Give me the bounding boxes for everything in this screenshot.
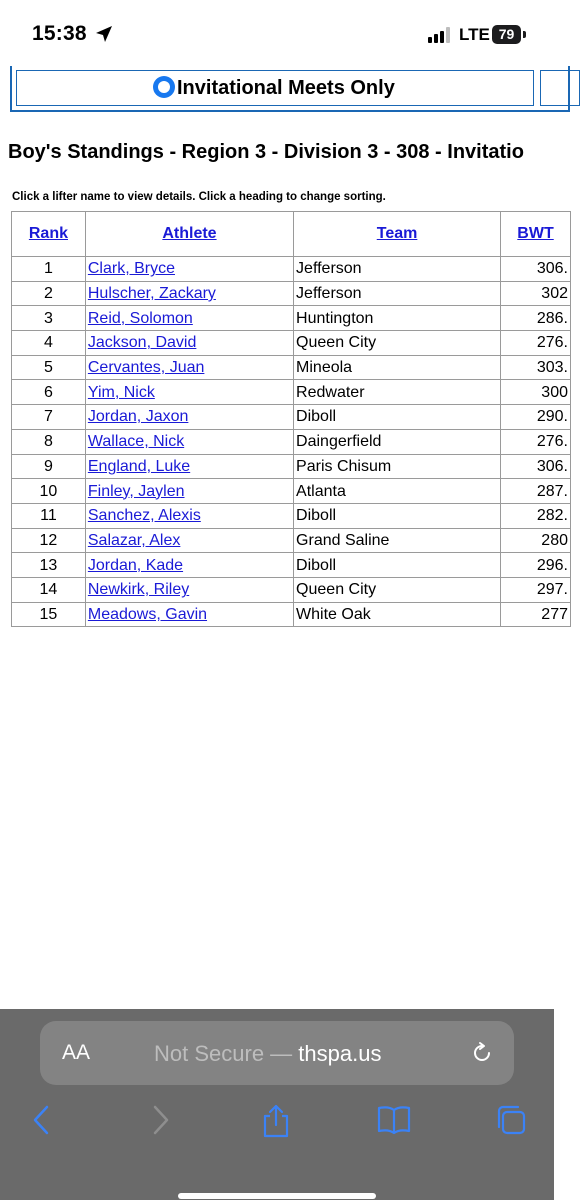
team-cell: Jefferson	[294, 281, 501, 306]
team-cell: Diboll	[294, 553, 501, 578]
bwt-cell: 300	[501, 380, 571, 405]
athlete-link[interactable]: Cervantes, Juan	[87, 359, 205, 377]
domain-label: thspa.us	[298, 1041, 382, 1066]
reload-icon[interactable]	[470, 1041, 494, 1065]
athlete-link[interactable]: Jordan, Jaxon	[87, 408, 189, 426]
athlete-link[interactable]: Meadows, Gavin	[87, 605, 208, 623]
table-row	[12, 355, 571, 380]
sort-bwt-link[interactable]: BWT	[517, 225, 554, 242]
instructions-text: Click a lifter name to view details. Click a heading to change sorting.	[12, 191, 386, 203]
web-page	[0, 66, 568, 1009]
athlete-cell	[85, 331, 293, 356]
table-row	[12, 380, 571, 405]
bwt-cell: 290.	[501, 405, 571, 430]
athlete-cell	[85, 306, 293, 331]
bwt-cell: 306.	[501, 257, 571, 282]
team-cell: Daingerfield	[294, 429, 501, 454]
rank-cell: 3	[12, 306, 86, 331]
table-row	[12, 602, 571, 627]
athlete-cell	[85, 380, 293, 405]
bwt-cell: 276.	[501, 331, 571, 356]
rank-cell: 10	[12, 479, 86, 504]
athlete-cell	[85, 503, 293, 528]
browser-toolbar	[0, 1009, 554, 1200]
filter-cell-secondary	[540, 70, 580, 106]
table-row	[12, 454, 571, 479]
rank-cell: 12	[12, 528, 86, 553]
bwt-cell: 287.	[501, 479, 571, 504]
bwt-cell: 282.	[501, 503, 571, 528]
rank-cell: 7	[12, 405, 86, 430]
table-row	[12, 281, 571, 306]
sort-team-link[interactable]: Team	[376, 225, 418, 242]
table-row	[12, 331, 571, 356]
team-cell: Queen City	[294, 577, 501, 602]
page-title: Boy's Standings - Region 3 - Division 3 - 308 - Invitatio	[8, 141, 524, 163]
bwt-cell: 303.	[501, 355, 571, 380]
athlete-link[interactable]: Yim, Nick	[87, 383, 155, 401]
athlete-cell	[85, 479, 293, 504]
address-bar[interactable]	[40, 1021, 514, 1085]
battery-level: 79	[498, 26, 515, 42]
table-row	[12, 528, 571, 553]
back-icon[interactable]	[30, 1103, 52, 1137]
rank-cell: 15	[12, 602, 86, 627]
home-indicator	[178, 1193, 376, 1199]
team-cell: Atlanta	[294, 479, 501, 504]
team-cell: Queen City	[294, 331, 501, 356]
radio-selected-icon[interactable]	[153, 76, 175, 98]
athlete-cell	[85, 355, 293, 380]
header-team[interactable]	[294, 212, 501, 257]
athlete-cell	[85, 281, 293, 306]
athlete-link[interactable]: Jackson, David	[87, 334, 197, 352]
filter-cell[interactable]	[16, 70, 534, 106]
battery-icon	[492, 25, 521, 44]
athlete-link[interactable]: Clark, Bryce	[87, 260, 175, 278]
rank-cell: 2	[12, 281, 86, 306]
team-cell: Diboll	[294, 405, 501, 430]
athlete-link[interactable]: Finley, Jaylen	[87, 482, 185, 500]
table-row	[12, 306, 571, 331]
athlete-cell	[85, 257, 293, 282]
header-rank[interactable]	[12, 212, 86, 257]
standings-table	[11, 211, 571, 627]
header-athlete[interactable]	[85, 212, 293, 257]
rank-cell: 1	[12, 257, 86, 282]
team-cell: Huntington	[294, 306, 501, 331]
athlete-link[interactable]: Wallace, Nick	[87, 433, 185, 451]
url-text[interactable]	[154, 1041, 381, 1067]
table-row	[12, 553, 571, 578]
signal-icon	[428, 27, 452, 43]
bwt-cell: 286.	[501, 306, 571, 331]
team-cell: White Oak	[294, 602, 501, 627]
bwt-cell: 296.	[501, 553, 571, 578]
table-row	[12, 577, 571, 602]
athlete-cell	[85, 577, 293, 602]
bookmarks-icon[interactable]	[376, 1103, 412, 1135]
table-row	[12, 405, 571, 430]
athlete-link[interactable]: Reid, Solomon	[87, 309, 193, 327]
athlete-link[interactable]: Sanchez, Alexis	[87, 507, 201, 525]
athlete-link[interactable]: Newkirk, Riley	[87, 581, 190, 599]
rank-cell: 14	[12, 577, 86, 602]
filter-table	[10, 66, 570, 112]
header-bwt[interactable]	[501, 212, 571, 257]
share-icon[interactable]	[260, 1103, 292, 1139]
tabs-icon[interactable]	[494, 1103, 528, 1137]
table-row	[12, 479, 571, 504]
rank-cell: 13	[12, 553, 86, 578]
status-time: 15:38	[32, 22, 87, 45]
team-cell: Redwater	[294, 380, 501, 405]
table-row	[12, 257, 571, 282]
athlete-cell	[85, 405, 293, 430]
network-type: LTE	[459, 25, 490, 44]
athlete-cell	[85, 528, 293, 553]
status-bar	[0, 0, 554, 66]
athlete-link[interactable]: England, Luke	[87, 457, 191, 475]
athlete-cell	[85, 454, 293, 479]
table-row	[12, 503, 571, 528]
rank-cell: 5	[12, 355, 86, 380]
athlete-cell	[85, 429, 293, 454]
sort-athlete-link[interactable]: Athlete	[162, 225, 217, 242]
sort-rank-link[interactable]: Rank	[28, 225, 68, 242]
filter-label[interactable]: Invitational Meets Only	[177, 77, 395, 99]
bwt-cell: 297.	[501, 577, 571, 602]
text-size-button[interactable]: AA	[62, 1041, 91, 1064]
team-cell: Diboll	[294, 503, 501, 528]
rank-cell: 6	[12, 380, 86, 405]
bwt-cell: 306.	[501, 454, 571, 479]
rank-cell: 9	[12, 454, 86, 479]
forward-icon[interactable]	[150, 1103, 172, 1137]
bwt-cell: 276.	[501, 429, 571, 454]
bwt-cell: 280	[501, 528, 571, 553]
athlete-link[interactable]: Salazar, Alex	[87, 531, 181, 549]
rank-cell: 4	[12, 331, 86, 356]
bwt-cell: 302	[501, 281, 571, 306]
location-arrow-icon	[94, 24, 114, 44]
security-label: Not Secure —	[154, 1041, 299, 1066]
battery-tip	[523, 31, 526, 38]
athlete-link[interactable]: Hulscher, Zackary	[87, 285, 216, 303]
athlete-cell	[85, 553, 293, 578]
team-cell: Mineola	[294, 355, 501, 380]
rank-cell: 8	[12, 429, 86, 454]
team-cell: Jefferson	[294, 257, 501, 282]
team-cell: Grand Saline	[294, 528, 501, 553]
team-cell: Paris Chisum	[294, 454, 501, 479]
athlete-link[interactable]: Jordan, Kade	[87, 556, 184, 574]
rank-cell: 11	[12, 503, 86, 528]
bwt-cell: 277	[501, 602, 571, 627]
table-row	[12, 429, 571, 454]
athlete-cell	[85, 602, 293, 627]
table-header-row	[12, 212, 571, 257]
